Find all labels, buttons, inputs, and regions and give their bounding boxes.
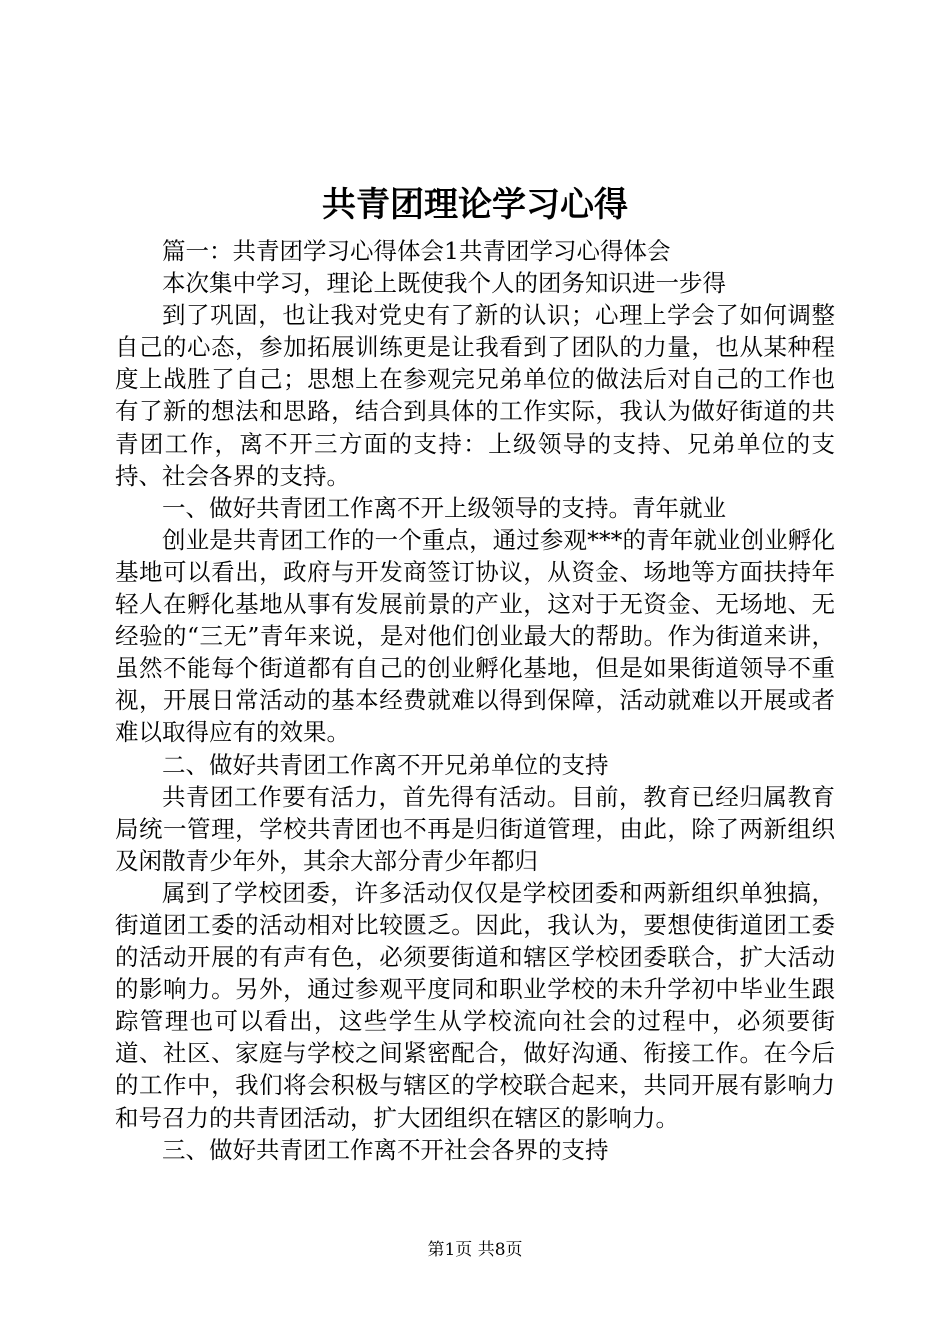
page-footer: 第1页 共8页 — [427, 1240, 523, 1260]
paragraph: 一、做好共青团工作离不开上级领导的支持。青年就业 — [162, 493, 726, 522]
document-title: 共青团理论学习心得 — [322, 185, 628, 225]
paragraph: 本次集中学习，理论上既使我个人的团务知识进一步得 — [162, 269, 726, 298]
paragraph: 创业是共青团工作的一个重点，通过参观***的青年就业创业孵化基地可以看出，政府与开发商签订协议，从资金、场地等方面扶持年轻人在孵化基地从事有发展前景的产业，这对于无资金、无场地、无经验的“三无”青年来说，是对他们创业最大的帮助。作为街道来讲，虽然不能每个街道都有自己的创业孵化基地，但是如果街道领导不重视，开展日常活动的基本经费就难以得到保障，活动就难以开展或者难以取得应有的效果。 — [115, 525, 835, 747]
paragraph: 三、做好共青团工作离不开社会各界的支持 — [162, 1135, 609, 1164]
paragraph: 共青团工作要有活力，首先得有活动。目前，教育已经归属教育局统一管理，学校共青团也不再是归街道管理，由此，除了两新组织及闲散青少年外，其余大部分青少年都归 — [115, 782, 835, 875]
paragraph: 到了巩固，也让我对党史有了新的认识；心理上学会了如何调整自己的心态，参加拓展训练更是让我看到了团队的力量，也从某种程度上战胜了自己；思想上在参观完兄弟单位的做法后对自己的工作也有了新的想法和思路，结合到具体的工作实际，我认为做好街道的共青团工作，离不开三方面的支持：上级领导的支持、兄弟单位的支持、社会各界的支持。 — [115, 301, 835, 490]
document-body — [115, 235, 835, 1166]
paragraph: 二、做好共青团工作离不开兄弟单位的支持 — [162, 750, 609, 779]
paragraph: 属到了学校团委，许多活动仅仅是学校团委和两新组织单独搞，街道团工委的活动相对比较匮乏。因此，我认为，要想使街道团工委的活动开展的有声有色，必须要街道和辖区学校团委联合，扩大活动的影响力。另外，通过参观平度同和职业学校的未升学初中毕业生跟踪管理也可以看出，这些学生从学校流向社会的过程中，必须要街道、社区、家庭与学校之间紧密配合，做好沟通、衔接工作。在今后的工作中，我们将会积极与辖区的学校联合起来，共同开展有影响力和号召力的共青团活动，扩大团组织在辖区的影响力。 — [115, 878, 835, 1132]
paragraph: 篇一：共青团学习心得体会1共青团学习心得体会 — [162, 237, 671, 265]
